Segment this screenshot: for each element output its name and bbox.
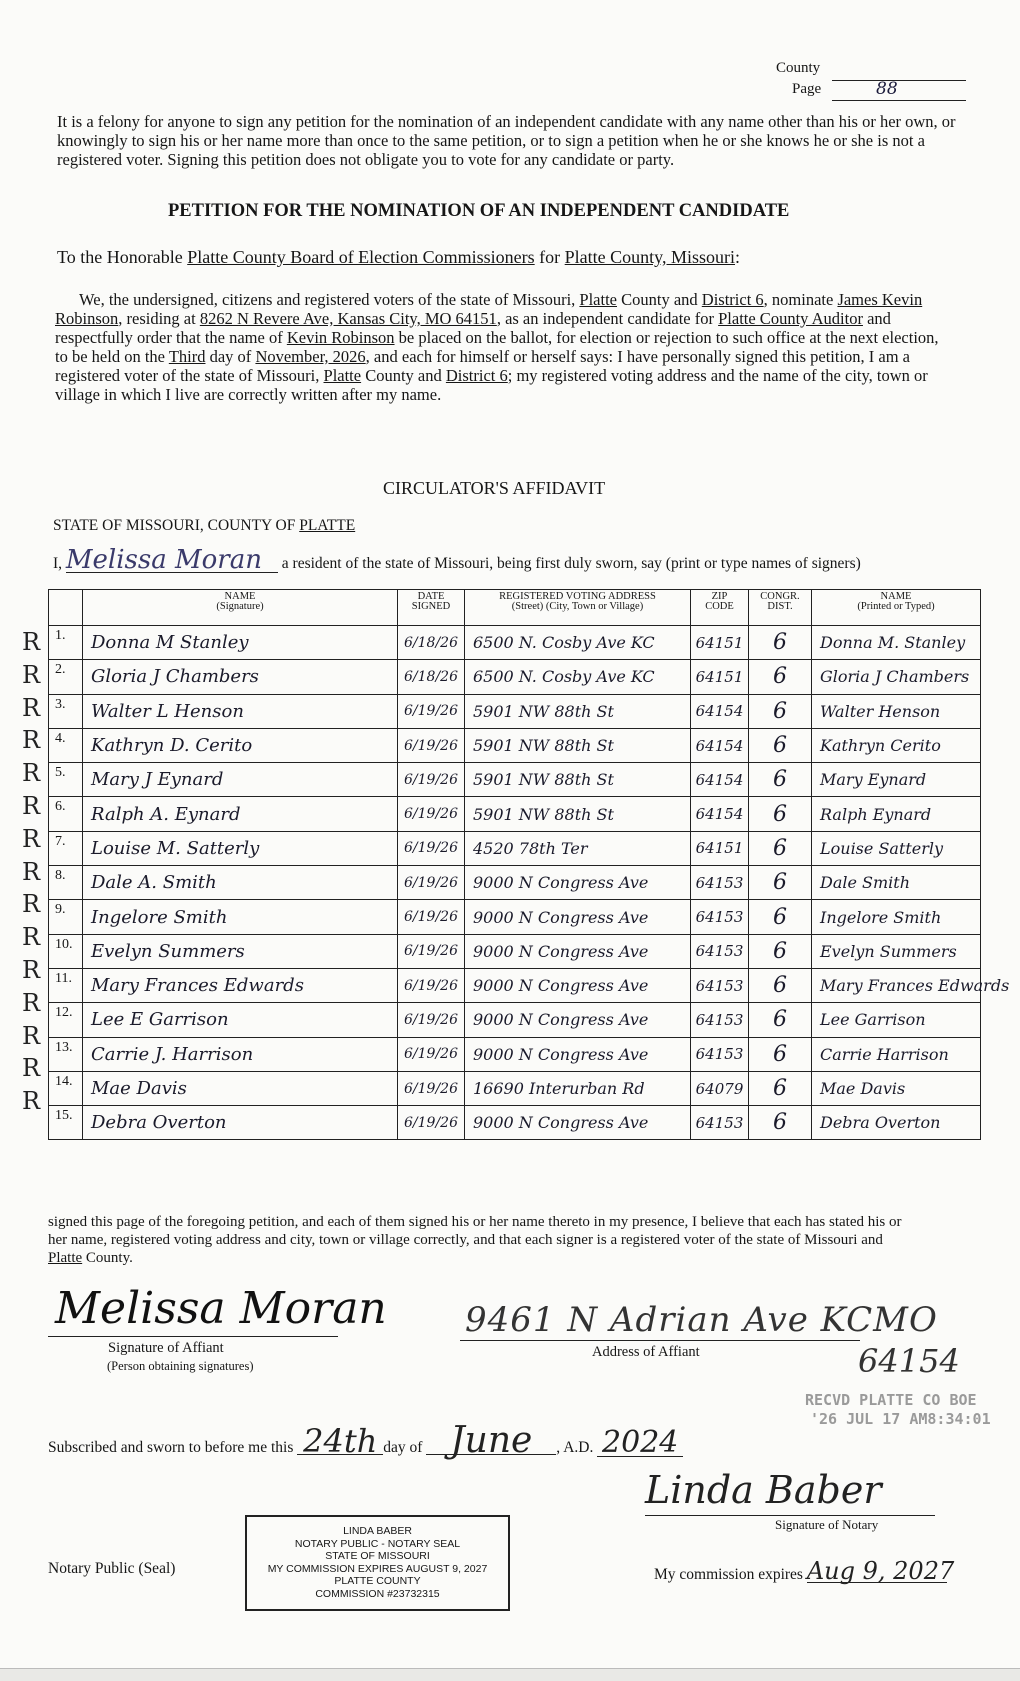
col-name-printed [812,590,981,626]
date-signed: 6/19/26 [398,1037,465,1071]
body-text: , and each for himself or herself says: I have personally signed this petition, I am a registered voter of the state of Missouri, [55,347,911,385]
col-name-signature-sub: (Signature) [216,601,264,612]
page-value: 88 [876,79,898,99]
voting-address: 16690 Interurban Rd [465,1071,691,1105]
sworn-line [48,1420,683,1461]
seal-line: NOTARY PUBLIC - NOTARY SEAL [294,1537,461,1550]
printed-name: Gloria J Chambers [812,660,981,694]
date-signed: 6/19/26 [398,968,465,1002]
col-name-signature-label: NAME [224,591,256,602]
sworn-month: June [426,1428,556,1455]
circulator-name: Melissa Moran [66,548,278,573]
date-signed: 6/19/26 [398,866,465,900]
body-text: ; my registered voting address and the name of the city, town or village in which I live are correctly written after my name. [55,366,928,404]
review-mark: R [22,660,41,689]
signer-signature: Mae Davis [83,1071,398,1105]
printed-name: Kathryn Cerito [812,728,981,762]
table-row [49,763,981,797]
row-number: 10. [49,934,83,968]
seal-line: LINDA BABER [343,1525,412,1537]
table-header-row [49,590,981,626]
voting-address: 9000 N Congress Ave [465,1003,691,1037]
review-mark: R [22,1021,41,1050]
affiant-address-line [460,1340,860,1341]
voting-address: 5901 NW 88th St [465,797,691,831]
i-label: I, [53,555,63,572]
body-text: be placed on the ballot, for election or rejection to such office at the next election, to be held on the [55,328,939,366]
table-row [49,900,981,934]
voting-address: 5901 NW 88th St [465,694,691,728]
affiant-zip: 64154 [858,1342,960,1380]
review-mark: R [22,792,41,820]
table-row [49,831,981,865]
col-congr-sub: DIST. [767,601,793,612]
notary-sig-label: Signature of Notary [775,1517,879,1532]
table-row [49,626,981,660]
zip-code: 64079 [691,1071,749,1105]
affiant-signature: Melissa Moran [55,1283,387,1334]
candidate-residence: 8262 N Revere Ave, Kansas City, MO 64151 [199,309,497,328]
table-row [49,866,981,900]
zip-code: 64151 [691,626,749,660]
printed-name: Debra Overton [812,1106,981,1140]
voting-address: 9000 N Congress Ave [465,1106,691,1140]
printed-name: Ingelore Smith [812,900,981,934]
voting-address: 6500 N. Cosby Ave KC [465,626,691,660]
printed-name: Ralph Eynard [812,797,981,831]
congr-dist: 6 [749,968,812,1002]
body-county: Platte [323,366,362,385]
congr-dist: 6 [749,728,812,762]
date-signed: 6/19/26 [398,694,465,728]
voting-address: 9000 N Congress Ave [465,900,691,934]
zip-code: 64153 [691,866,749,900]
row-number: 3. [49,694,83,728]
notary-sig-line [645,1515,935,1516]
commission-expires-value: Aug 9, 2027 [806,1557,955,1585]
review-mark: R [22,890,41,919]
congr-dist: 6 [749,831,812,865]
county-line [832,64,966,81]
congr-dist: 6 [749,797,812,831]
state-county-prefix: STATE OF MISSOURI, COUNTY OF [53,517,296,534]
printed-name: Evelyn Summers [812,934,981,968]
date-signed: 6/18/26 [398,626,465,660]
row-number: 8. [49,866,83,900]
congr-dist: 6 [749,1037,812,1071]
seal-line: COMMISSION #23732315 [315,1587,440,1600]
page-label: Page [792,81,822,97]
congr-dist: 6 [749,1106,812,1140]
date-signed: 6/19/26 [398,934,465,968]
table-row [49,1037,981,1071]
col-congr-label: CONGR. [760,591,800,602]
printed-name: Mary Eynard [812,763,981,797]
county-label: County [776,60,821,76]
col-zip [691,590,749,626]
row-number: 9. [49,900,83,934]
date-signed: 6/19/26 [398,831,465,865]
addressee-line [57,247,740,268]
row-number: 5. [49,763,83,797]
date-signed: 6/19/26 [398,900,465,934]
date-signed: 6/19/26 [398,1003,465,1037]
zip-code: 64154 [691,728,749,762]
body-text: , residing at [118,309,196,328]
zip-code: 64151 [691,660,749,694]
signer-signature: Ingelore Smith [83,900,398,934]
signer-signature: Carrie J. Harrison [83,1037,398,1071]
zip-code: 64153 [691,968,749,1002]
voting-address: 5901 NW 88th St [465,728,691,762]
zip-code: 64154 [691,694,749,728]
notary-public-seal-label: Notary Public (Seal) [48,1560,176,1577]
election-month-year: November, 2026 [255,347,366,366]
date-signed: 6/19/26 [398,728,465,762]
signer-signature: Debra Overton [83,1106,398,1140]
candidate-name: James Kevin Robinson [55,290,923,328]
zip-code: 64153 [691,934,749,968]
date-signed: 6/19/26 [398,1106,465,1140]
printed-name: Dale Smith [812,866,981,900]
congr-dist: 6 [749,866,812,900]
printed-name: Lee Garrison [812,1003,981,1037]
signer-signature: Louise M. Satterly [83,831,398,865]
body-text: day of [209,347,252,366]
sworn-text: day of [383,1439,423,1456]
body-district: District 6 [701,290,764,309]
printed-name: Mae Davis [812,1071,981,1105]
body-text: County and [365,366,442,385]
signer-signature: Ralph A. Eynard [83,797,398,831]
voting-address: 6500 N. Cosby Ave KC [465,660,691,694]
review-mark: R [22,693,41,722]
table-row [49,1003,981,1037]
date-signed: 6/19/26 [398,797,465,831]
seal-line: MY COMMISSION EXPIRES AUGUST 9, 2027 [267,1562,488,1575]
signer-signature: Evelyn Summers [83,934,398,968]
notary-signature: Linda Baber [645,1468,882,1512]
affiant-address: 9461 N Adrian Ave KCMO [465,1300,938,1340]
commission-expires-label: My commission expires [654,1566,803,1583]
board-name: Platte County Board of Election Commissioners [187,247,535,267]
congr-dist: 6 [749,694,812,728]
zip-code: 64153 [691,1106,749,1140]
congr-dist: 6 [749,626,812,660]
congr-dist: 6 [749,1071,812,1105]
body-county: Platte [579,290,617,309]
review-mark: R [22,1087,41,1116]
zip-code: 64153 [691,1003,749,1037]
body-text: County and [621,290,698,309]
table-row [49,728,981,762]
col-name-printed-sub: (Printed or Typed) [857,601,935,612]
date-signed: 6/19/26 [398,763,465,797]
addressee-suffix: : [735,247,741,267]
affiant-address-label: Address of Affiant [592,1344,700,1360]
review-mark: R [22,628,41,656]
zip-code: 64154 [691,763,749,797]
petition-title: PETITION FOR THE NOMINATION OF AN INDEPENDENT CANDIDATE [168,201,790,221]
voting-address: 9000 N Congress Ave [465,968,691,1002]
congr-dist: 6 [749,1003,812,1037]
closing-text: signed this page of the foregoing petition, and each of them signed his or her name thereto in my presence, I believe that each has stated his or her name, registered voting address and city, town or village correctly, and that each signer is a registered voter of the state of Missouri and [48,1214,902,1248]
voting-address: 5901 NW 88th St [465,763,691,797]
table-row [49,694,981,728]
voting-address: 9000 N Congress Ave [465,934,691,968]
received-stamp-line1: RECVD PLATTE CO BOE [805,1391,977,1409]
col-zip-label: ZIP [711,591,728,602]
col-date-label: DATE [417,591,445,602]
body-text: , nominate [763,290,834,309]
row-number: 15. [49,1106,83,1140]
col-zip-sub: CODE [705,601,734,612]
col-num [49,590,83,626]
row-number: 4. [49,728,83,762]
table-row [49,934,981,968]
table-row [49,1071,981,1105]
printed-name: Donna M. Stanley [812,626,981,660]
row-number: 12. [49,1003,83,1037]
scan-edge [0,1668,1020,1681]
circulator-line [53,545,1003,575]
signer-signature: Walter L Henson [83,694,398,728]
table-row [49,660,981,694]
election-day: Third [168,347,206,366]
signer-signature: Gloria J Chambers [83,660,398,694]
review-mark: R [22,956,41,984]
affidavit-closing [48,1213,918,1267]
review-mark: R [22,759,41,788]
voting-address: 4520 78th Ter [465,831,691,865]
row-number: 14. [49,1071,83,1105]
signature-table [48,589,1010,1140]
review-mark: R [22,726,41,755]
zip-code: 64151 [691,831,749,865]
affiant-sig-sub: (Person obtaining signatures) [107,1359,254,1373]
seal-line: PLATTE COUNTY [334,1575,421,1587]
review-mark: R [22,857,41,886]
sworn-day: 24th [297,1428,383,1455]
circulator-suffix: a resident of the state of Missouri, being first duly sworn, say (print or type names of signers) [281,555,861,572]
signer-signature: Donna M Stanley [83,626,398,660]
congr-dist: 6 [749,763,812,797]
state-county-line [53,517,355,535]
col-date [398,590,465,626]
congr-dist: 6 [749,660,812,694]
office-name: Platte County Auditor [718,309,863,328]
review-mark: R [22,1054,41,1083]
sworn-year: 2024 [597,1430,683,1457]
printed-name: Carrie Harrison [812,1037,981,1071]
received-stamp-line2: '26 JUL 17 AM8:34:01 [810,1410,991,1428]
table-row [49,1106,981,1140]
date-signed: 6/18/26 [398,660,465,694]
addressee-prefix: To the Honorable [57,247,183,267]
review-mark: R [22,824,41,853]
table-row [49,797,981,831]
zip-code: 64153 [691,900,749,934]
printed-name: Louise Satterly [812,831,981,865]
row-number: 13. [49,1037,83,1071]
seal-line: STATE OF MISSOURI [325,1550,430,1562]
notary-seal [245,1515,510,1611]
review-mark: R [22,923,41,952]
col-address-label: REGISTERED VOTING ADDRESS [499,591,656,602]
row-number: 6. [49,797,83,831]
addressee-for: for [539,247,561,267]
closing-county: Platte [48,1250,83,1266]
row-number: 7. [49,831,83,865]
body-text: , as an independent candidate for [496,309,714,328]
sworn-text: Subscribed and sworn to before me this [48,1439,294,1456]
printed-name: Walter Henson [812,694,981,728]
body-district: District 6 [445,366,508,385]
voting-address: 9000 N Congress Ave [465,1037,691,1071]
body-text: We, the undersigned, citizens and registered voters of the state of Missouri, [79,290,576,309]
page-line [832,84,966,101]
congr-dist: 6 [749,934,812,968]
printed-name: Mary Frances Edwards [812,968,981,1002]
felony-warning: It is a felony for anyone to sign any petition for the nomination of an independent candidate with any name other than his or her own, or knowingly to sign his or her name more than once to the same petition, or to sign a petition when he or she knows he or she is not a registered voter. Signing this petition does not obligate you to vote for any candidate or party. [57,112,956,169]
signer-signature: Dale A. Smith [83,866,398,900]
zip-code: 64153 [691,1037,749,1071]
ballot-name: Kevin Robinson [286,328,395,347]
col-date-sub: SIGNED [411,601,451,612]
col-name-signature [83,590,398,626]
col-address-sub: (Street) (City, Town or Village) [511,601,644,612]
commission-expires-line [654,1557,955,1585]
row-number: 11. [49,968,83,1002]
affidavit-heading: CIRCULATOR'S AFFIDAVIT [383,478,606,498]
signer-signature: Mary J Eynard [83,763,398,797]
table-row [49,968,981,1002]
nomination-paragraph [55,290,949,404]
row-number: 2. [49,660,83,694]
closing-text: County. [85,1250,133,1266]
review-mark: R [22,988,41,1017]
signer-signature: Kathryn D. Cerito [83,728,398,762]
zip-code: 64154 [691,797,749,831]
addressee-county: Platte County, Missouri [564,247,736,267]
congr-dist: 6 [749,900,812,934]
sworn-text: , A.D. [556,1439,594,1456]
voting-address: 9000 N Congress Ave [465,866,691,900]
col-address [465,590,691,626]
affiant-sig-label: Signature of Affiant [108,1340,224,1356]
affiant-sig-line [48,1336,338,1337]
col-congr [749,590,812,626]
state-county-value: PLATTE [299,517,356,534]
row-number: 1. [49,626,83,660]
col-name-printed-label: NAME [880,591,912,602]
date-signed: 6/19/26 [398,1071,465,1105]
signer-signature: Mary Frances Edwards [83,968,398,1002]
signer-signature: Lee E Garrison [83,1003,398,1037]
body-text: and respectfully order that the name of [55,309,891,347]
